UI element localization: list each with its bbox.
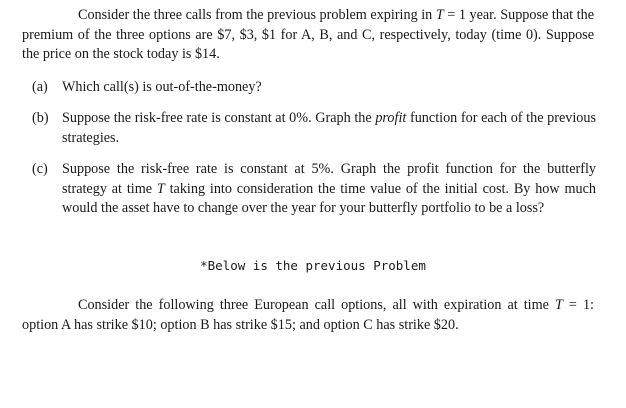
question-a (22, 78, 596, 98)
intro-text-end: = 1 year. Suppose that the premium of the three options are $7, $3, $1 for A, B, and C, respectively, today (time 0). Suppose the price on the stock today is $14. (22, 7, 595, 62)
question-c-text-end: taking into consideration the time value of the initial cost. By how much would the asset have to change over the year for your butterfly portfolio to be a loss? (62, 180, 596, 216)
question-c-variable-T: T (156, 180, 165, 197)
question-c-text-start: Suppose the risk-free rate is constant at 5%. Graph the profit function for the butterfly strategy at time (62, 161, 596, 197)
question-b-text-start: Suppose the risk-free rate is constant at 0%. Graph the (62, 110, 376, 126)
question-b (22, 109, 596, 148)
previous-problem-note: *Below is the previous Problem (200, 258, 426, 273)
previous-text-start: Consider the following three European call options, all with expiration at time (78, 297, 555, 313)
question-c-body (62, 160, 596, 219)
question-c (22, 160, 596, 219)
intro-text-start: Consider the three calls from the previous problem expiring in (78, 7, 436, 23)
question-b-text-end: function for each of the previous strategies. (62, 110, 596, 146)
question-b-body (62, 109, 596, 148)
question-a-marker: (a) (32, 79, 48, 95)
question-b-emphasis: profit (375, 110, 407, 126)
previous-text-end: = 1: option A has strike $10; option B has strike $15; and option C has strike $20. (22, 297, 594, 333)
previous-problem-paragraph (22, 296, 594, 335)
intro-variable-T: T (435, 7, 444, 23)
intro-paragraph (22, 6, 594, 65)
previous-variable-T: T (555, 297, 563, 313)
question-c-marker: (c) (32, 161, 48, 177)
question-b-marker: (b) (32, 110, 49, 126)
question-a-text: Which call(s) is out-of-the-money? (62, 79, 262, 95)
